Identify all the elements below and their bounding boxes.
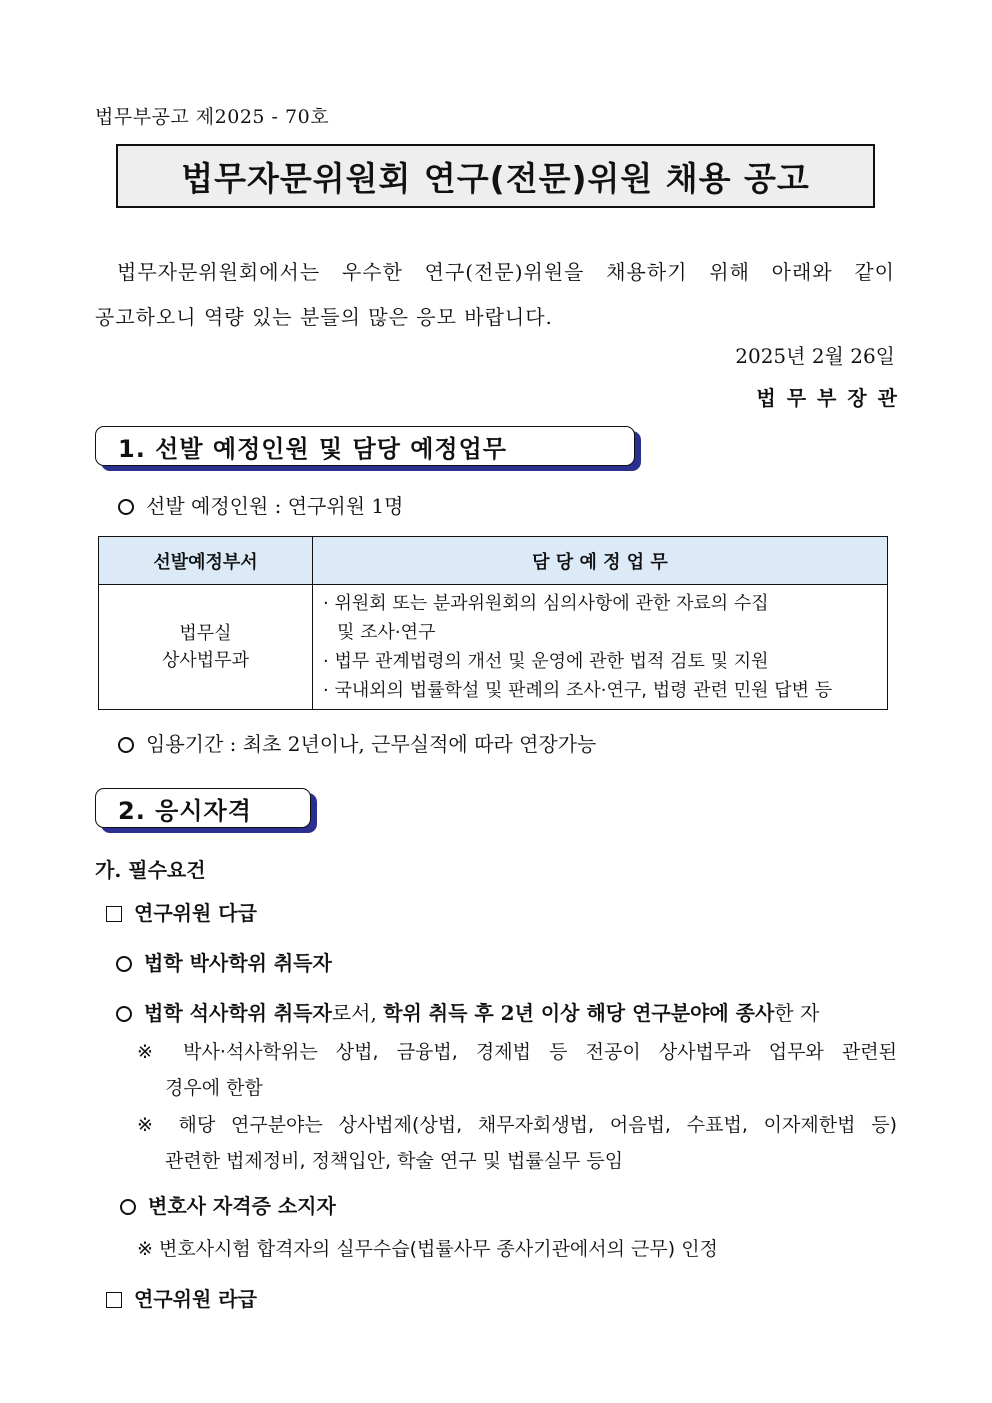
note-2-line-1: ※ 해당 연구분야는 상사법제(상법, 채무자회생법, 어음법, 수표법, 이자제한법 등) [137, 1114, 897, 1136]
requirement-2-bold-1: 법학 석사학위 취득자 [144, 1001, 332, 1025]
page-title: 법무자문위원회 연구(전문)위원 채용 공고 [181, 158, 810, 198]
note-2 [137, 1107, 897, 1179]
circle-bullet-icon [118, 499, 134, 515]
tasks-cell [313, 585, 888, 710]
dept-line-2: 상사법무과 [162, 650, 249, 671]
announcement-date: 2025년 2월 26일 [735, 344, 895, 368]
notice-number: 법무부공고 제2025 - 70호 [95, 106, 330, 128]
requirement-2-bold-2: 학위 취득 후 2년 이상 해당 연구분야에 종사 [383, 1001, 775, 1025]
title-box [116, 144, 875, 208]
section-2-heading: 2. 응시자격 [95, 788, 311, 828]
grade-d-item [106, 1283, 257, 1312]
task-item: · 법무 관계법령의 개선 및 운영에 관한 법적 검토 및 지원 [323, 651, 769, 672]
sub-heading-a: 가. 필수요건 [95, 858, 206, 882]
grade-d-text: 연구위원 라급 [134, 1287, 257, 1311]
minister-signature: 법무부장관 [756, 386, 908, 410]
header-dept: 선발예정부서 [99, 537, 313, 585]
requirement-2-plain-1: 로서, [331, 1001, 384, 1025]
requirement-2 [116, 997, 819, 1026]
intro-line-2: 공고하오니 역량 있는 분들의 많은 응모 바랍니다. [95, 305, 553, 329]
intro-line-1: 법무자문위원회에서는 우수한 연구(전문)위원을 채용하기 위해 아래와 같이 [117, 260, 895, 284]
task-item: · 국내외의 법률학설 및 판례의 조사·연구, 법령 관련 민원 답변 등 [323, 680, 833, 701]
dept-line-1: 법무실 [179, 623, 232, 644]
square-bullet-icon [106, 1292, 122, 1308]
requirement-2-plain-2: 한 자 [774, 1001, 820, 1025]
grade-c-item [106, 897, 257, 926]
requirement-3-text: 변호사 자격증 소지자 [148, 1194, 336, 1218]
note-2-line-2: 관련한 법제정비, 정책입안, 학술 연구 및 법률실무 등임 [165, 1150, 624, 1172]
task-item: · 위원회 또는 분과위원회의 심의사항에 관한 자료의 수집 [323, 593, 769, 614]
circle-bullet-icon [118, 737, 134, 753]
circle-bullet-icon [120, 1199, 136, 1215]
headcount-item [118, 490, 403, 519]
headcount-text: 선발 예정인원 : 연구위원 1명 [146, 494, 404, 518]
table-header-row [99, 537, 888, 585]
note-1-line-2: 경우에 한함 [165, 1077, 263, 1099]
note-1 [137, 1034, 897, 1106]
requirement-1 [116, 947, 332, 976]
dept-cell [99, 585, 313, 710]
note-1-line-1: ※ 박사·석사학위는 상법, 금융법, 경제법 등 전공이 상사법무과 업무와 관련된 [137, 1041, 897, 1063]
task-item-continued: 및 조사·연구 [337, 622, 436, 643]
intro-paragraph [95, 250, 895, 340]
section-1-heading: 1. 선발 예정인원 및 담당 예정업무 [95, 426, 635, 466]
circle-bullet-icon [116, 1006, 132, 1022]
term-item [118, 728, 596, 757]
requirement-3 [120, 1190, 336, 1219]
square-bullet-icon [106, 906, 122, 922]
term-text: 임용기간 : 최초 2년이나, 근무실적에 따라 연장가능 [146, 732, 597, 756]
grade-c-text: 연구위원 다급 [134, 901, 257, 925]
circle-bullet-icon [116, 956, 132, 972]
note-3: ※ 변호사시험 합격자의 실무수습(법률사무 종사기관에서의 근무) 인정 [137, 1238, 718, 1260]
duty-table [98, 536, 888, 710]
requirement-1-text: 법학 박사학위 취득자 [144, 951, 332, 975]
table-row [99, 585, 888, 710]
header-duties: 담 당 예 정 업 무 [313, 537, 888, 585]
